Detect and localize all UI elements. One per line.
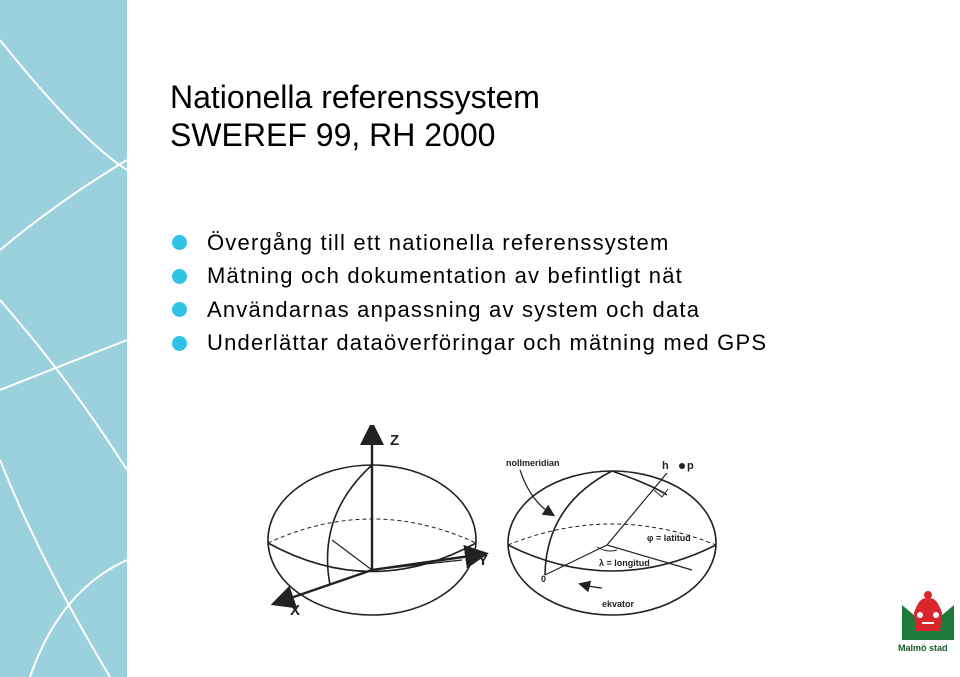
title-line-1: Nationella referenssystem xyxy=(170,79,540,115)
bullet-text: Användarnas anpassning av system och data xyxy=(207,296,701,322)
axis-x-label: X xyxy=(290,602,301,619)
title-line-2: SWEREF 99, RH 2000 xyxy=(170,117,496,153)
bullet-list xyxy=(172,226,767,360)
equator-label: ekvator xyxy=(602,599,635,609)
bullet-item xyxy=(172,293,767,327)
slide-title xyxy=(170,78,540,154)
latitude-label: φ = latitud xyxy=(647,533,691,543)
bullet-dot-icon xyxy=(172,269,187,284)
height-h-label: h xyxy=(662,460,669,472)
point-p-icon xyxy=(679,463,685,469)
bullet-text: Övergång till ett nationella referenssystem xyxy=(207,229,670,255)
bullet-text: Underlättar dataöverföringar och mätning med GPS xyxy=(207,330,768,356)
longitude-label: λ = longitud xyxy=(599,558,650,568)
zero-meridian-mark-label: 0 xyxy=(541,574,547,584)
bullet-dot-icon xyxy=(172,302,187,317)
bullet-item xyxy=(172,260,767,294)
bullet-item xyxy=(172,327,767,361)
point-p-label: p xyxy=(687,460,694,472)
logo-text: Malmö stad xyxy=(898,643,948,653)
bullet-dot-icon xyxy=(172,235,187,250)
band-curves xyxy=(0,0,127,677)
bullet-dot-icon xyxy=(172,336,187,351)
nollmeridian-label: nollmeridian xyxy=(506,458,560,468)
decorative-side-band xyxy=(0,0,127,677)
axis-z-label: Z xyxy=(390,432,400,449)
bullet-text: Mätning och dokumentation av befintligt nät xyxy=(207,263,683,289)
axis-y-label: Y xyxy=(478,552,489,569)
cartesian-globe xyxy=(268,433,477,615)
bullet-item xyxy=(172,226,767,260)
coordinate-system-diagram xyxy=(262,425,722,620)
